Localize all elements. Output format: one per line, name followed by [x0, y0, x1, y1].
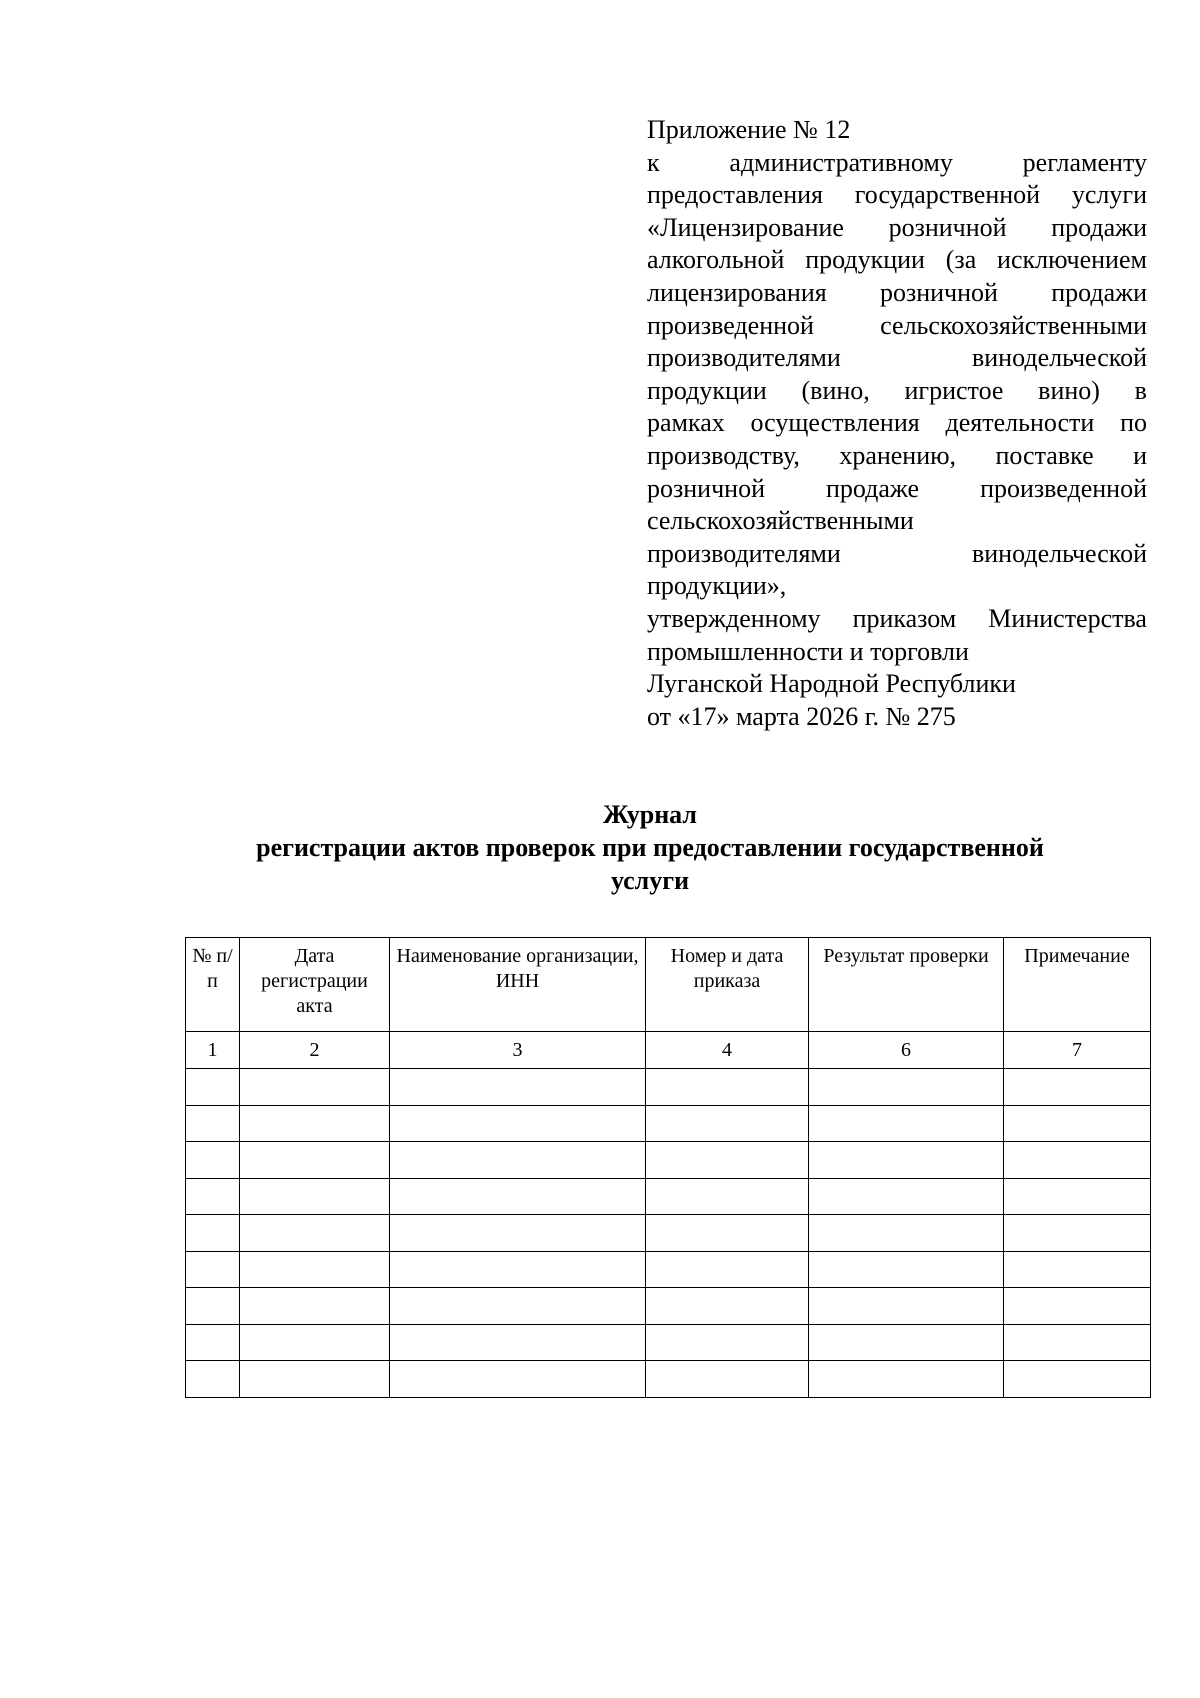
- table-cell: [240, 1178, 390, 1215]
- column-number-cell: 7: [1004, 1032, 1151, 1069]
- annex-word: продукции: [647, 375, 767, 405]
- table-cell: [186, 1178, 240, 1215]
- title-line: регистрации актов проверок при предоставлении государственной: [256, 833, 1044, 862]
- annex-word: производителями: [647, 538, 841, 568]
- annex-line: [647, 244, 1147, 277]
- annex-line: Луганской Народной Республики: [647, 669, 1016, 699]
- table-cell: [240, 1105, 390, 1142]
- table-cell: [1004, 1105, 1151, 1142]
- table-cell: [186, 1105, 240, 1142]
- annex-line: [647, 310, 1147, 343]
- annex-word: поставке: [995, 440, 1094, 470]
- annex-line: [647, 277, 1147, 310]
- table-cell: [809, 1251, 1004, 1288]
- table-cell: [390, 1361, 646, 1398]
- table-cell: [1004, 1288, 1151, 1325]
- table-cell: [1004, 1361, 1151, 1398]
- table-cell: [1004, 1142, 1151, 1179]
- table-cell: [390, 1105, 646, 1142]
- annex-word: (вино,: [801, 375, 870, 405]
- annex-word: продаже: [825, 473, 920, 503]
- table-cell: [390, 1324, 646, 1361]
- annex-word: административному: [729, 147, 953, 177]
- annex-word: лицензирования: [647, 277, 827, 307]
- annex-line: промышленности и торговли: [647, 636, 969, 666]
- table-cell: [186, 1215, 240, 1252]
- table-cell: [390, 1251, 646, 1288]
- table-row: [186, 1069, 1151, 1106]
- header-cell-note: Примечание: [1004, 938, 1151, 1032]
- annex-word: розничной: [879, 277, 998, 307]
- annex-word: хранению,: [839, 440, 957, 470]
- journal-table: [185, 937, 1151, 1398]
- annex-word: осуществления: [750, 408, 920, 438]
- table-cell: [809, 1215, 1004, 1252]
- table-cell: [240, 1251, 390, 1288]
- annex-line: [647, 179, 1147, 212]
- annex-word: розничной: [647, 473, 766, 503]
- annex-word: утвержденному: [647, 603, 821, 633]
- column-number-cell: 4: [646, 1032, 809, 1069]
- table-cell: [390, 1142, 646, 1179]
- table-cell: [809, 1142, 1004, 1179]
- annex-word: услуги: [1071, 180, 1147, 210]
- journal-title: [170, 798, 1130, 897]
- table-cell: [1004, 1215, 1151, 1252]
- table-cell: [186, 1069, 240, 1106]
- table-cell: [646, 1251, 809, 1288]
- table-cell: [240, 1324, 390, 1361]
- annex-word: производству,: [647, 440, 800, 470]
- table-row: [186, 1251, 1151, 1288]
- table-cell: [1004, 1069, 1151, 1106]
- annex-word: предоставления: [647, 180, 823, 210]
- annex-word: игристое: [904, 375, 1004, 405]
- table-header-row: [186, 938, 1151, 1032]
- table-cell: [186, 1142, 240, 1179]
- annex-word: исключением: [997, 245, 1147, 275]
- annex-word: продажи: [1051, 277, 1147, 307]
- table-cell: [186, 1288, 240, 1325]
- table-cell: [1004, 1324, 1151, 1361]
- annex-line: сельскохозяйственными: [647, 506, 914, 536]
- table-row: [186, 1288, 1151, 1325]
- table-cell: [186, 1361, 240, 1398]
- annex-line: [647, 342, 1147, 375]
- table-cell: [646, 1288, 809, 1325]
- annex-word: приказом: [852, 603, 957, 633]
- annex-line: [647, 538, 1147, 571]
- annex-word: в: [1134, 375, 1147, 405]
- annex-word: произведенной: [647, 310, 814, 340]
- annex-word: к: [647, 147, 660, 177]
- table-cell: [646, 1069, 809, 1106]
- table-cell: [809, 1361, 1004, 1398]
- annex-word: вино): [1038, 375, 1100, 405]
- table-row: [186, 1142, 1151, 1179]
- table-cell: [240, 1215, 390, 1252]
- annex-line: [647, 212, 1147, 245]
- table-cell: [390, 1288, 646, 1325]
- table-cell: [646, 1105, 809, 1142]
- annex-word: регламенту: [1022, 147, 1147, 177]
- column-number-row: [186, 1032, 1151, 1069]
- table-cell: [390, 1069, 646, 1106]
- table-cell: [809, 1105, 1004, 1142]
- table-row: [186, 1324, 1151, 1361]
- table-cell: [646, 1215, 809, 1252]
- annex-word: продукции: [805, 245, 925, 275]
- header-cell-date: Дата регистрации акта: [240, 938, 390, 1032]
- table-cell: [646, 1142, 809, 1179]
- table-cell: [186, 1324, 240, 1361]
- table-cell: [809, 1324, 1004, 1361]
- table-cell: [646, 1324, 809, 1361]
- header-cell-result: Результат проверки: [809, 938, 1004, 1032]
- annex-word: рамках: [647, 408, 725, 438]
- header-cell-organization: Наименование организации, ИНН: [390, 938, 646, 1032]
- annex-word: продажи: [1051, 212, 1147, 242]
- annex-word: производителями: [647, 343, 841, 373]
- annex-word: Министерства: [988, 603, 1147, 633]
- annex-word: деятельности: [945, 408, 1095, 438]
- annex-line: [647, 147, 1147, 180]
- column-number-cell: 2: [240, 1032, 390, 1069]
- annex-word: сельскохозяйственными: [880, 310, 1147, 340]
- table-cell: [240, 1288, 390, 1325]
- annex-word: винодельческой: [971, 538, 1147, 568]
- annex-line: [647, 603, 1147, 636]
- annex-word: винодельческой: [971, 343, 1147, 373]
- table-row: [186, 1215, 1151, 1252]
- annex-block: [647, 114, 1147, 733]
- table-cell: [809, 1178, 1004, 1215]
- annex-word: по: [1120, 408, 1147, 438]
- title-line: услуги: [610, 866, 690, 895]
- annex-word: розничной: [888, 212, 1007, 242]
- table-cell: [809, 1069, 1004, 1106]
- table-cell: [390, 1178, 646, 1215]
- annex-word: и: [1133, 440, 1147, 470]
- annex-line: [647, 375, 1147, 408]
- column-number-cell: 1: [186, 1032, 240, 1069]
- header-cell-order: Номер и дата приказа: [646, 938, 809, 1032]
- table-cell: [390, 1215, 646, 1252]
- table-row: [186, 1105, 1151, 1142]
- annex-line: Приложение № 12: [647, 115, 851, 144]
- title-line: Журнал: [603, 800, 697, 829]
- table-cell: [1004, 1178, 1151, 1215]
- table-cell: [809, 1288, 1004, 1325]
- annex-word: произведенной: [980, 473, 1147, 503]
- annex-line: продукции»,: [647, 571, 787, 601]
- table-cell: [646, 1361, 809, 1398]
- annex-word: «Лицензирование: [647, 212, 844, 242]
- column-number-cell: 3: [390, 1032, 646, 1069]
- table-row: [186, 1178, 1151, 1215]
- annex-word: государственной: [854, 180, 1041, 210]
- table-cell: [240, 1069, 390, 1106]
- table-cell: [646, 1178, 809, 1215]
- annex-line: [647, 440, 1147, 473]
- annex-date-line: от «17» марта 2026 г. № 275: [647, 701, 956, 731]
- column-number-cell: 6: [809, 1032, 1004, 1069]
- annex-word: (за: [945, 245, 977, 275]
- annex-word: алкогольной: [647, 245, 785, 275]
- table-cell: [240, 1361, 390, 1398]
- table-cell: [186, 1251, 240, 1288]
- table-cell: [1004, 1251, 1151, 1288]
- annex-line: [647, 407, 1147, 440]
- header-cell-number: № п/п: [186, 938, 240, 1032]
- table-cell: [240, 1142, 390, 1179]
- table-row: [186, 1361, 1151, 1398]
- annex-line: [647, 473, 1147, 506]
